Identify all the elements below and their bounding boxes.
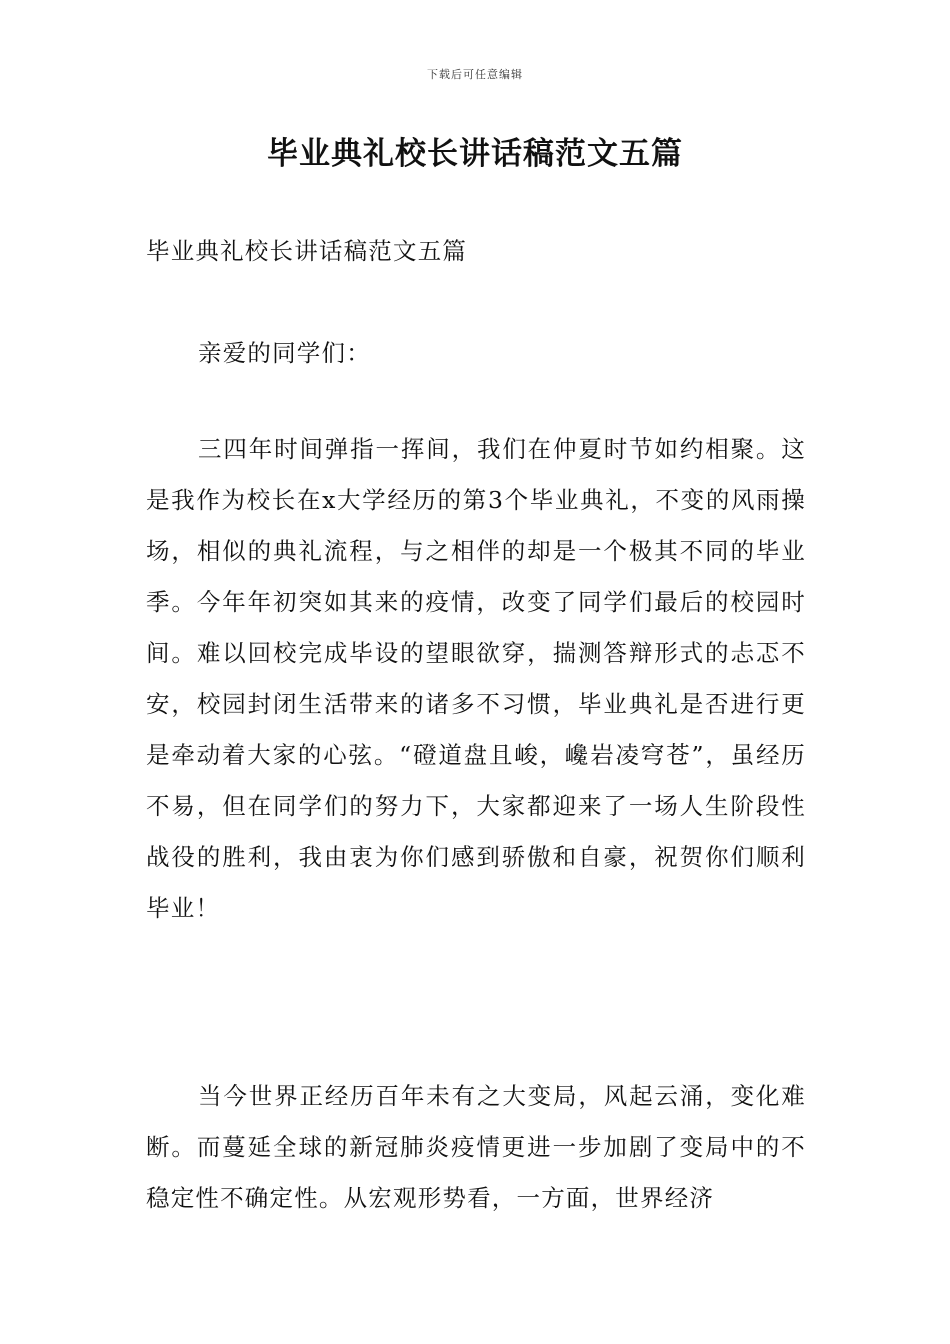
body-paragraph-1: 三四年时间弹指一挥间，我们在仲夏时节如约相聚。这是我作为校长在x大学经历的第3个毕业典礼，不变的风雨操场，相似的典礼流程，与之相伴的却是一个极其不同的毕业季。今年年初突如其来的疫情，改变了同学们最后的校园时间。难以回校完成毕设的望眼欲穿，揣测答辩形式的忐忑不安，校园封闭生活带来的诸多不习惯，毕业典礼是否进行更是牵动着大家的心弦。“磴道盘且峻，巉岩凌穹苍”，虽经历不易，但在同学们的努力下，大家都迎来了一场人生阶段性战役的胜利，我由衷为你们感到骄傲和自豪，祝贺你们顺利毕业！ xyxy=(146,435,806,922)
body-paragraph-2: 当今世界正经历百年未有之大变局，风起云涌，变化难断。而蔓延全球的新冠肺炎疫情更进一步加剧了变局中的不稳定性不确定性。从宏观形势看，一方面，世界经济 xyxy=(146,1082,806,1212)
document-title: 毕业典礼校长讲话稿范文五篇 xyxy=(267,136,683,172)
document-subtitle: 毕业典礼校长讲话稿范文五篇 xyxy=(146,237,468,265)
header-note: 下载后可任意编辑 xyxy=(427,68,523,81)
greeting-line: 亲爱的同学们： xyxy=(198,339,371,367)
